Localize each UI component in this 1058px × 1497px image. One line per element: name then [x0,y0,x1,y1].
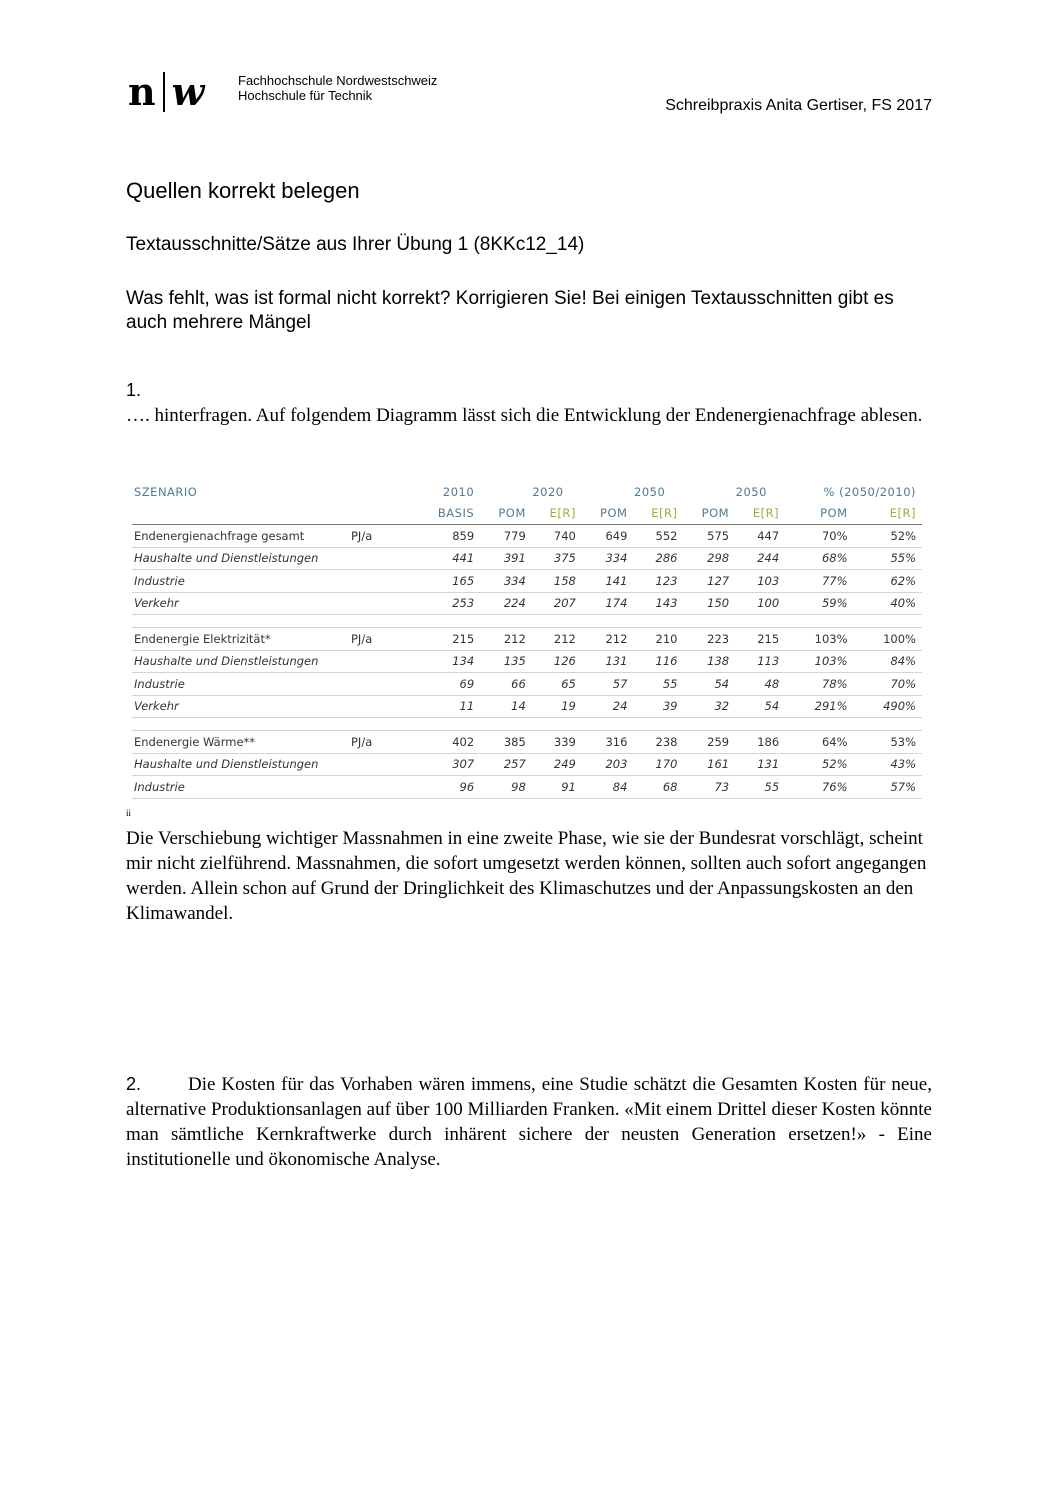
table-cell: 334 [582,547,634,570]
table-cell: 73 [683,776,735,799]
table-cell: 43% [854,753,922,776]
header-pom: POM [480,502,532,525]
item-1-paragraph: Die Verschiebung wichtiger Massnahmen in eine zweite Phase, wie sie der Bundesrat vorschlägt, scheint mir nicht zielführend. Massnahmen, die sofort umgesetzt werden können, sollten auch sofort angegangen werden. Allein schon auf Grund der Dringlichkeit des Klimaschutzes und der Anpassungskosten an den Klimawandel. [126,828,927,924]
task-question: Was fehlt, was ist formal nicht korrekt? Korrigieren Sie! Bei einigen Textausschnitten gibt es auch mehrere Mängel [126,288,894,333]
logo-letter-n: n [128,69,157,114]
table-cell: 54 [735,695,785,718]
table-cell: 339 [532,731,582,754]
table-cell: 391 [480,547,532,570]
table-cell: 24 [582,695,634,718]
table-group-spacer [132,718,922,731]
table-cell: 68 [633,776,683,799]
header-er: E[R] [532,502,582,525]
row-unit: PJ/a [345,731,417,754]
table-cell: 441 [417,547,480,570]
table-cell: 307 [417,753,480,776]
table-cell: 138 [683,650,735,673]
table-row [132,776,922,799]
table-body [132,525,922,799]
table-row [132,570,922,593]
header-percent-ratio: % (2050/2010) [823,485,916,499]
spacer-cell [735,718,785,731]
spacer-cell [683,718,735,731]
spacer-cell [633,615,683,628]
table-cell: 52% [854,525,922,548]
spacer-cell [417,718,480,731]
table-cell: 69 [417,673,480,696]
table-row [132,628,922,651]
item-1-intro: …. hinterfragen. Auf folgendem Diagramm lässt sich die Entwicklung der Endenergienachfrage ablesen. [126,405,923,426]
row-label: Endenergie Elektrizität* [132,628,345,651]
table-cell: 649 [582,525,634,548]
table-cell: 134 [417,650,480,673]
table-cell: 215 [735,628,785,651]
spacer-cell [132,615,345,628]
row-label: Endenergie Wärme** [132,731,345,754]
table-cell: 212 [532,628,582,651]
spacer-cell [735,615,785,628]
table-cell: 186 [735,731,785,754]
table-cell: 55 [735,776,785,799]
spacer-cell [854,718,922,731]
table-cell: 14 [480,695,532,718]
table-cell: 11 [417,695,480,718]
header-pom: POM [683,502,735,525]
header-year-2050-a: 2050 [634,485,666,499]
course-header: Schreibpraxis Anita Gertiser, FS 2017 [665,97,932,114]
table-row [132,753,922,776]
table-cell: 244 [735,547,785,570]
table-cell: 53% [854,731,922,754]
table-row [132,731,922,754]
header-pom: POM [582,502,634,525]
row-unit [345,570,417,593]
row-label: Verkehr [132,695,345,718]
table-cell: 298 [683,547,735,570]
table-cell: 84% [854,650,922,673]
logo-divider [163,72,165,112]
spacer-cell [582,615,634,628]
spacer-cell [345,718,417,731]
table-cell: 19 [532,695,582,718]
table-cell: 100% [854,628,922,651]
row-unit [345,547,417,570]
table-cell: 127 [683,570,735,593]
table-cell: 54 [683,673,735,696]
table-cell: 57 [582,673,634,696]
table-cell: 212 [480,628,532,651]
row-label: Industrie [132,776,345,799]
table-cell: 286 [633,547,683,570]
table-cell: 96 [417,776,480,799]
table-cell: 552 [633,525,683,548]
item-2-text: Die Kosten für das Vorhaben wären immens, eine Studie schätzt die Gesamten Kosten für neue, alternative Produktionsanlagen auf über 100 Milliarden Franken. «Mit einem Drittel dieser Kosten könnte man sämtliche Kernkraftwerke durch inhärent sichere der neusten Generation ersetzen!» - Eine institutionelle und ökonomische Analyse. [126,1074,932,1170]
table-cell: 62% [854,570,922,593]
table-cell: 174 [582,592,634,615]
table-cell: 238 [633,731,683,754]
row-unit [345,695,417,718]
table-cell: 253 [417,592,480,615]
table-cell: 65 [532,673,582,696]
institution-line-1: Fachhochschule Nordwestschweiz [238,73,438,88]
table-cell: 165 [417,570,480,593]
institution-line-2: Hochschule für Technik [238,88,373,103]
row-label: Haushalte und Dienstleistungen [132,753,345,776]
spacer-cell [785,718,853,731]
table-cell: 210 [633,628,683,651]
table-cell: 64% [785,731,853,754]
spacer-cell [633,718,683,731]
table-cell: 131 [735,753,785,776]
table-cell: 103 [735,570,785,593]
table-cell: 48 [735,673,785,696]
table-cell: 100 [735,592,785,615]
table-cell: 40% [854,592,922,615]
table-cell: 143 [633,592,683,615]
table-cell: 575 [683,525,735,548]
table-cell: 77% [785,570,853,593]
item-2-block [126,1072,932,1172]
table-cell: 161 [683,753,735,776]
header-blank [132,502,345,525]
table-cell: 116 [633,650,683,673]
table-cell: 126 [532,650,582,673]
table-cell: 59% [785,592,853,615]
table-cell: 84 [582,776,634,799]
table-cell: 123 [633,570,683,593]
spacer-cell [532,615,582,628]
table-cell: 740 [532,525,582,548]
header-blank [345,502,417,525]
table-cell: 52% [785,753,853,776]
table-cell: 207 [532,592,582,615]
table-cell: 490% [854,695,922,718]
page-subtitle: Textausschnitte/Sätze aus Ihrer Übung 1 (8KKc12_14) [126,234,585,255]
row-label: Haushalte und Dienstleistungen [132,650,345,673]
table-cell: 57% [854,776,922,799]
table-header-row-2 [132,502,922,525]
spacer-cell [132,718,345,731]
table-row [132,695,922,718]
item-1-number: 1. [126,380,142,400]
table-cell: 316 [582,731,634,754]
table-cell: 39 [633,695,683,718]
table-cell: 859 [417,525,480,548]
table-cell: 66 [480,673,532,696]
header-year-2010: 2010 [442,485,475,499]
spacer-cell [532,718,582,731]
table-cell: 224 [480,592,532,615]
row-label: Industrie [132,673,345,696]
header-year-2050-b: 2050 [735,485,767,499]
logo-mark [128,70,205,114]
table-cell: 55% [854,547,922,570]
table-cell: 135 [480,650,532,673]
table-cell: 158 [532,570,582,593]
header-er: E[R] [633,502,683,525]
header-er: E[R] [854,502,922,525]
row-label: Industrie [132,570,345,593]
table-row [132,592,922,615]
table-cell: 223 [683,628,735,651]
table-cell: 203 [582,753,634,776]
table-cell: 291% [785,695,853,718]
table-cell: 76% [785,776,853,799]
institution-name [238,73,478,103]
table-header-row-1 [132,482,922,502]
table-row [132,650,922,673]
table-cell: 249 [532,753,582,776]
table-row [132,673,922,696]
table-cell: 170 [633,753,683,776]
table-cell: 103% [785,628,853,651]
table-cell: 215 [417,628,480,651]
table-cell: 402 [417,731,480,754]
page-title: Quellen korrekt belegen [126,178,360,203]
spacer-cell [345,615,417,628]
table-cell: 131 [582,650,634,673]
header-year-2020: 2020 [532,485,564,499]
spacer-cell [683,615,735,628]
logo-letter-w: w [171,69,206,114]
row-label: Verkehr [132,592,345,615]
spacer-cell [480,718,532,731]
table-cell: 98 [480,776,532,799]
table-cell: 113 [735,650,785,673]
footnote-marker: ii [126,808,132,818]
energy-demand-table [132,482,922,799]
table-cell: 779 [480,525,532,548]
data-table [132,482,922,799]
row-label: Endenergienachfrage gesamt [132,525,345,548]
spacer-cell [785,615,853,628]
row-unit: PJ/a [345,628,417,651]
table-cell: 68% [785,547,853,570]
header-scenario: SZENARIO [134,485,198,499]
table-cell: 334 [480,570,532,593]
item-2-number: 2. [126,1074,142,1094]
table-cell: 103% [785,650,853,673]
table-cell: 447 [735,525,785,548]
table-cell: 55 [633,673,683,696]
row-unit: PJ/a [345,525,417,548]
header-unit-blank [345,482,417,502]
fhnw-logo [128,69,438,114]
table-cell: 259 [683,731,735,754]
table-row [132,547,922,570]
spacer-cell [854,615,922,628]
row-unit [345,592,417,615]
row-unit [345,753,417,776]
table-cell: 141 [582,570,634,593]
row-unit [345,776,417,799]
row-label: Haushalte und Dienstleistungen [132,547,345,570]
table-cell: 212 [582,628,634,651]
table-cell: 385 [480,731,532,754]
table-group-spacer [132,615,922,628]
table-cell: 91 [532,776,582,799]
table-cell: 70% [854,673,922,696]
table-cell: 70% [785,525,853,548]
header-basis: BASIS [417,502,480,525]
table-cell: 150 [683,592,735,615]
row-unit [345,673,417,696]
table-row [132,525,922,548]
table-cell: 375 [532,547,582,570]
table-cell: 78% [785,673,853,696]
table-cell: 257 [480,753,532,776]
table-cell: 32 [683,695,735,718]
header-pom: POM [785,502,853,525]
spacer-cell [417,615,480,628]
spacer-cell [480,615,532,628]
header-er: E[R] [735,502,785,525]
row-unit [345,650,417,673]
spacer-cell [582,718,634,731]
